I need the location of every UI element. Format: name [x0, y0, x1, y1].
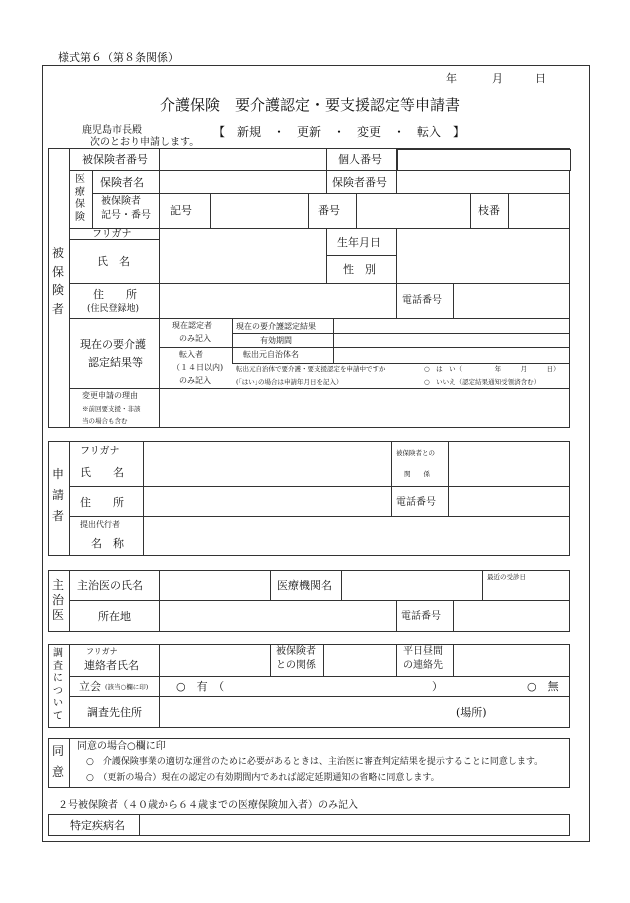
insured-number-label: 被保険者番号 [82, 153, 148, 166]
insured-furigana-label: フリガナ [92, 229, 132, 240]
current-only-2: のみ記入 [179, 334, 211, 343]
doctor-section-label: 主治医 [51, 578, 64, 622]
valid-period-label: 有効期間 [260, 336, 292, 345]
attendance-note: (該当○欄に印) [105, 683, 149, 691]
survey-relation-2: との関係 [276, 660, 316, 671]
applicant-section [48, 441, 570, 556]
survey-relation-1: 被保険者 [276, 646, 316, 657]
change-reason-2: ※前回要支援・非該 [82, 405, 141, 413]
survey-furigana-label: フリガナ [86, 647, 118, 656]
transfer-2: （１４日以内) [172, 363, 224, 372]
current-care-result-label: 現在の要介護認定結果 [236, 322, 316, 331]
applicant-relation-2: 関 係 [404, 470, 430, 478]
insured-phone-label: 電話番号 [402, 295, 442, 306]
attendance-yes-option[interactable]: ○ 有 （ [176, 680, 225, 693]
survey-address-label: 調査先住所 [87, 706, 142, 719]
change-reason-3: 当の場合も含む [82, 417, 128, 425]
agent-name-label: 名 称 [91, 537, 124, 550]
symbol-label: 記号 [170, 204, 192, 217]
origin-municipality-label: 転出元自治体名 [243, 350, 299, 359]
attendance-label: 立会 [79, 680, 101, 693]
contact-name-label: 連絡者氏名 [84, 659, 139, 672]
consent-item-2[interactable]: ○ （更新の場合）現在の認定の有効期間内であれば認定延期通知の省略に同意します。 [86, 773, 440, 783]
applicant-section-label: 申請者 [51, 467, 64, 523]
doctor-phone-label: 電話番号 [401, 611, 441, 622]
insured-address-label: 住 所 [93, 288, 137, 301]
origin-yes-option[interactable]: ○ は い（ 年 月 日） [424, 365, 560, 373]
consent-item-1[interactable]: ○ 介護保険事業の適切な運営のために必要があるときは、主治医に審査判定結果を提示することに同意します。 [86, 757, 544, 767]
insured-name-label: 氏 名 [97, 255, 130, 268]
applicant-furigana-label: フリガナ [80, 446, 120, 457]
transfer-3: のみ記入 [179, 376, 211, 385]
med-insurer-number-label: 保険者番号 [332, 176, 387, 189]
type2-row [48, 814, 570, 836]
sex-label: 性 別 [343, 263, 376, 276]
birthdate-label: 生年月日 [337, 236, 381, 249]
origin-no-option[interactable]: ○ いいえ（認定結果通知受領済含む） [424, 378, 541, 386]
attendance-no-option[interactable]: ○ 無 [527, 680, 559, 693]
daytime-contact-1: 平日昼間 [403, 646, 443, 657]
personal-id-input[interactable] [397, 149, 571, 171]
current-result-label-1: 現在の要介護 [80, 338, 146, 351]
applicant-phone-label: 電話番号 [396, 497, 436, 508]
applicant-relation-1: 被保険者との [396, 449, 435, 457]
origin-if-yes-note: (｢はい｣の場合は申請年月日を記入） [236, 378, 343, 386]
med-symbol-label-1: 被保険者 [101, 196, 141, 207]
medical-insurance-label: 医療保険 [75, 174, 85, 223]
address-note: (住民登録地) [87, 304, 140, 314]
request-types[interactable]: 【 新規 ・ 更新 ・ 変更 ・ 転入 】 [213, 125, 466, 139]
form-id: 様式第６（第８条関係） [58, 51, 179, 64]
origin-applying-question: 転出元自治体で要介護・要支援認定を申請中ですか [236, 365, 386, 373]
type2-note: ２号被保険者（４０歳から６４歳までの医療保険加入者）のみ記入 [58, 800, 358, 811]
specific-disease-label: 特定疾病名 [70, 819, 125, 832]
institution-label: 医療機関名 [277, 579, 332, 592]
med-insurer-name-label: 保険者名 [100, 176, 144, 189]
transfer-1: 転入者 [179, 350, 203, 359]
consent-section-label: 同意 [51, 744, 64, 779]
date-year: 年 [446, 72, 457, 85]
applicant-address-label: 住 所 [80, 496, 124, 509]
addressee: 鹿児島市長殿 [82, 125, 142, 136]
insured-section-label: 被保険者 [51, 246, 64, 316]
med-symbol-label-2: 記号・番号 [101, 210, 151, 221]
agent-label: 提出代行者 [80, 520, 120, 529]
date-month: 月 [492, 72, 503, 85]
current-result-label-2: 認定結果等 [88, 356, 143, 369]
consent-heading: 同意の場合○欄に印 [77, 741, 166, 752]
date-day: 日 [535, 72, 546, 85]
branch-label: 枝番 [478, 204, 500, 217]
doctor-name-label: 主治医の氏名 [77, 579, 143, 592]
attendance-paren-close: ） [432, 680, 443, 693]
doctor-location-label: 所在地 [98, 610, 131, 623]
number-label: 番号 [318, 204, 340, 217]
daytime-contact-2: の連絡先 [403, 660, 443, 671]
form-title: 介護保険 要介護認定・要支援認定等申請書 [160, 96, 461, 114]
survey-place-label: (場所) [456, 706, 487, 719]
personal-id-label: 個人番号 [338, 153, 382, 166]
applicant-name-label: 氏 名 [80, 466, 124, 479]
intro-text: 次のとおり申請します。 [90, 137, 200, 148]
last-visit-label: 最近の受診日 [487, 573, 526, 581]
change-reason-1: 変更申請の理由 [82, 391, 138, 400]
survey-section-label: 調査について [53, 648, 63, 722]
current-only-1: 現在認定者 [172, 321, 212, 330]
